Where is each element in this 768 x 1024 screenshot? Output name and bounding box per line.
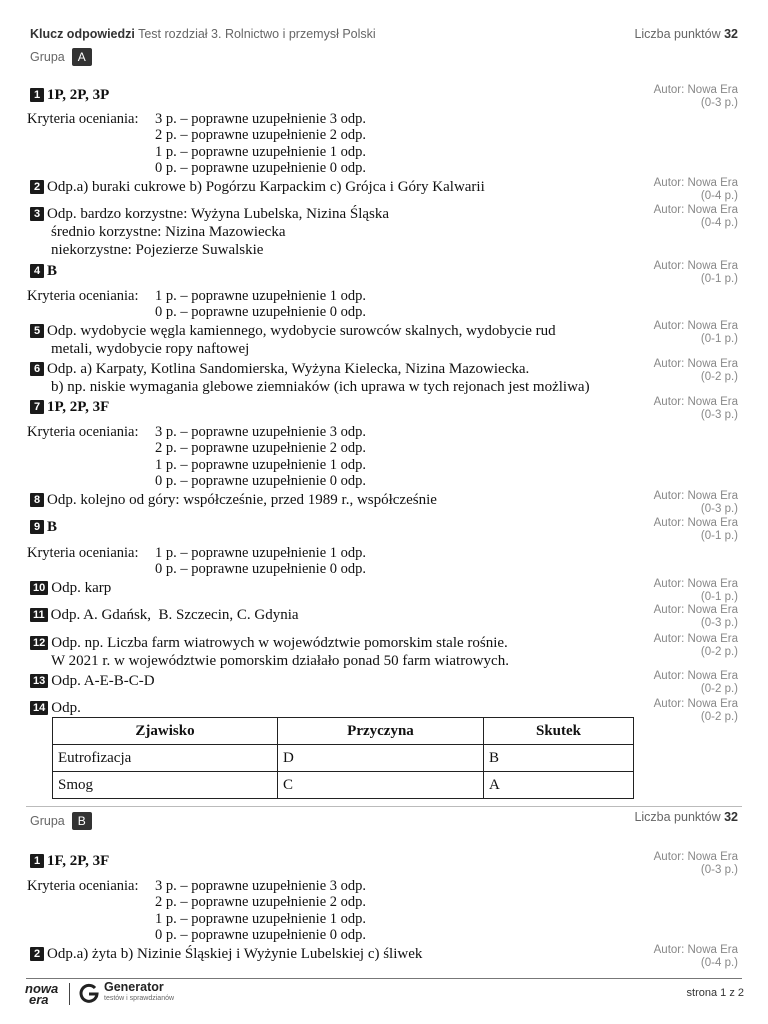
answer-line: b) np. niskie wymagania glebowe ziemniaków (ich uprawa w tych rejonach jest możliwa) bbox=[51, 379, 590, 395]
points-range: (0-1 p.) bbox=[700, 273, 738, 285]
question-number: 4 bbox=[30, 264, 44, 278]
table-cell: D bbox=[278, 745, 484, 772]
group-a-header bbox=[30, 48, 92, 66]
answer-text: B bbox=[47, 519, 58, 535]
author: Autor: Nowa Era bbox=[653, 204, 738, 216]
answer-line: Odp. np. Liczba farm wiatrowych w województwie pomorskim stale rośnie. bbox=[51, 635, 508, 651]
section-divider bbox=[26, 806, 742, 807]
points-value: 32 bbox=[724, 27, 738, 41]
author-info bbox=[654, 84, 738, 110]
question-5 bbox=[30, 322, 556, 358]
points-range: (0-3 p.) bbox=[700, 503, 738, 515]
answer-line: metali, wydobycie ropy naftowej bbox=[51, 341, 250, 357]
question-number: 6 bbox=[30, 362, 44, 376]
question-number: 2 bbox=[30, 180, 44, 194]
author-info bbox=[654, 633, 738, 659]
question-1 bbox=[30, 86, 109, 104]
table-header: Zjawisko bbox=[53, 718, 278, 745]
question-13 bbox=[30, 672, 155, 690]
criteria-label: Kryteria oceniania: bbox=[27, 111, 139, 127]
author: Autor: Nowa Era bbox=[653, 633, 738, 645]
criteria-block bbox=[27, 424, 527, 490]
answer-line: niekorzystne: Pojezierze Suwalskie bbox=[51, 242, 264, 258]
author-info bbox=[654, 670, 738, 696]
question-number: 7 bbox=[30, 400, 44, 414]
points-label: Liczba punktów bbox=[634, 810, 725, 824]
criteria-line: 3 p. – poprawne uzupełnienie 3 odp. bbox=[155, 424, 367, 440]
points-label: Liczba punktów bbox=[634, 27, 725, 41]
points-range: (0-2 p.) bbox=[700, 371, 738, 383]
author: Autor: Nowa Era bbox=[653, 604, 738, 616]
footer-divider bbox=[26, 978, 742, 979]
points-range: (0-3 p.) bbox=[700, 617, 738, 629]
table-row bbox=[53, 745, 634, 772]
points-total bbox=[634, 27, 738, 41]
logo-line: era bbox=[29, 992, 49, 1007]
author: Autor: Nowa Era bbox=[653, 851, 738, 863]
points-range: (0-3 p.) bbox=[700, 409, 738, 421]
criteria-line: 2 p. – poprawne uzupełnienie 2 odp. bbox=[155, 440, 367, 457]
author: Autor: Nowa Era bbox=[653, 698, 738, 710]
question-number: 1 bbox=[30, 88, 44, 102]
question-8 bbox=[30, 491, 437, 509]
answer-text: B bbox=[47, 263, 58, 279]
author-info bbox=[654, 260, 738, 286]
question-number: 5 bbox=[30, 324, 44, 338]
question-number: 11 bbox=[30, 608, 48, 622]
logo-separator bbox=[69, 983, 70, 1005]
answer-line: średnio korzystne: Nizina Mazowiecka bbox=[51, 224, 286, 240]
logo-line: nowa bbox=[25, 981, 59, 996]
group-badge: A bbox=[72, 48, 92, 66]
author: Autor: Nowa Era bbox=[653, 396, 738, 408]
question-4 bbox=[30, 262, 57, 280]
answer-text: 1P, 2P, 3P bbox=[47, 87, 110, 103]
author-info bbox=[654, 358, 738, 384]
criteria-line: 3 p. – poprawne uzupełnienie 3 odp. bbox=[155, 111, 367, 127]
criteria-line: 0 p. – poprawne uzupełnienie 0 odp. bbox=[155, 927, 367, 944]
points-range: (0-2 p.) bbox=[700, 683, 738, 695]
question-number: 10 bbox=[30, 581, 48, 595]
answer-text: Odp. bbox=[51, 700, 81, 716]
criteria-line: 3 p. – poprawne uzupełnienie 3 odp. bbox=[155, 878, 367, 894]
criteria-line: 1 p. – poprawne uzupełnienie 1 odp. bbox=[155, 545, 367, 561]
answer-table bbox=[52, 717, 634, 799]
criteria-label: Kryteria oceniania: bbox=[27, 288, 139, 304]
author: Autor: Nowa Era bbox=[653, 358, 738, 370]
generator-subtitle: testów i sprawdzianów bbox=[104, 995, 175, 1002]
question-10 bbox=[30, 579, 111, 597]
criteria-block bbox=[27, 111, 527, 177]
question-b1 bbox=[30, 852, 109, 870]
group-badge: B bbox=[72, 812, 92, 830]
criteria-line: 2 p. – poprawne uzupełnienie 2 odp. bbox=[155, 127, 367, 144]
table-header: Skutek bbox=[484, 718, 634, 745]
criteria-label: Kryteria oceniania: bbox=[27, 545, 139, 561]
author-info bbox=[654, 698, 738, 724]
group-label: Grupa bbox=[30, 814, 65, 828]
question-number: 9 bbox=[30, 520, 44, 534]
nowa-era-logo bbox=[25, 983, 58, 1005]
answer-text: Odp. A. Gdańsk, B. Szczecin, C. Gdynia bbox=[50, 607, 299, 623]
points-range: (0-2 p.) bbox=[700, 711, 738, 723]
author-info bbox=[654, 396, 738, 422]
answer-line: W 2021 r. w województwie pomorskim działało ponad 50 farm wiatrowych. bbox=[51, 653, 509, 669]
question-number: 1 bbox=[30, 854, 44, 868]
author-info bbox=[654, 604, 738, 630]
question-9 bbox=[30, 518, 57, 536]
criteria-line: 0 p. – poprawne uzupełnienie 0 odp. bbox=[155, 561, 367, 578]
answer-text: Odp. A-E-B-C-D bbox=[51, 673, 155, 689]
criteria-line: 1 p. – poprawne uzupełnienie 1 odp. bbox=[155, 288, 367, 304]
author: Autor: Nowa Era bbox=[653, 578, 738, 590]
criteria-block bbox=[27, 878, 527, 944]
table-cell: A bbox=[484, 772, 634, 799]
author: Autor: Nowa Era bbox=[653, 177, 738, 189]
author: Autor: Nowa Era bbox=[653, 490, 738, 502]
page-number: strona 1 z 2 bbox=[686, 987, 744, 999]
table-row bbox=[53, 772, 634, 799]
answer-text: Odp.a) żyta b) Nizinie Śląskiej i Wyżynie Lubelskiej c) śliwek bbox=[47, 946, 423, 962]
question-number: 2 bbox=[30, 947, 44, 961]
points-range: (0-1 p.) bbox=[700, 591, 738, 603]
points-range: (0-4 p.) bbox=[700, 217, 738, 229]
author-info bbox=[654, 177, 738, 203]
question-12 bbox=[30, 634, 509, 670]
points-range: (0-4 p.) bbox=[700, 190, 738, 202]
generator-g-icon bbox=[78, 982, 100, 1004]
generator-logo bbox=[78, 982, 174, 1004]
criteria-label: Kryteria oceniania: bbox=[27, 878, 139, 894]
title-bold: Klucz odpowiedzi bbox=[30, 27, 135, 41]
question-2 bbox=[30, 178, 485, 196]
question-11 bbox=[30, 606, 299, 624]
answer-line: Odp. wydobycie węgla kamiennego, wydobycie surowców skalnych, wydobycie rud bbox=[47, 323, 556, 339]
question-7 bbox=[30, 398, 109, 416]
author-info bbox=[654, 204, 738, 230]
answer-text: Odp. kolejno od góry: współcześnie, przed 1989 r., współcześnie bbox=[47, 492, 437, 508]
author: Autor: Nowa Era bbox=[653, 320, 738, 332]
criteria-line: 0 p. – poprawne uzupełnienie 0 odp. bbox=[155, 304, 367, 321]
author-info bbox=[654, 851, 738, 877]
author-info bbox=[654, 517, 738, 543]
document-title bbox=[30, 27, 376, 41]
criteria-line: 0 p. – poprawne uzupełnienie 0 odp. bbox=[155, 473, 367, 490]
answer-text: 1F, 2P, 3F bbox=[47, 853, 110, 869]
criteria-line: 1 p. – poprawne uzupełnienie 1 odp. bbox=[155, 910, 367, 927]
author: Autor: Nowa Era bbox=[653, 84, 738, 96]
criteria-line: 2 p. – poprawne uzupełnienie 2 odp. bbox=[155, 894, 367, 911]
points-range: (0-2 p.) bbox=[700, 646, 738, 658]
points-range: (0-4 p.) bbox=[700, 957, 738, 969]
table-cell: C bbox=[278, 772, 484, 799]
author: Autor: Nowa Era bbox=[653, 944, 738, 956]
author: Autor: Nowa Era bbox=[653, 517, 738, 529]
criteria-line: 1 p. – poprawne uzupełnienie 1 odp. bbox=[155, 456, 367, 473]
author-info bbox=[654, 578, 738, 604]
points-value: 32 bbox=[724, 810, 738, 824]
answer-line: Odp. bardzo korzystne: Wyżyna Lubelska, Nizina Śląska bbox=[47, 206, 390, 222]
question-6 bbox=[30, 360, 590, 396]
answer-line: Odp. a) Karpaty, Kotlina Sandomierska, Wyżyna Kielecka, Nizina Mazowiecka. bbox=[47, 361, 530, 377]
question-number: 12 bbox=[30, 636, 48, 650]
question-number: 3 bbox=[30, 207, 44, 221]
group-label: Grupa bbox=[30, 50, 65, 64]
question-number: 14 bbox=[30, 701, 48, 715]
criteria-line: 1 p. – poprawne uzupełnienie 1 odp. bbox=[155, 143, 367, 160]
criteria-label: Kryteria oceniania: bbox=[27, 424, 139, 440]
author: Autor: Nowa Era bbox=[653, 260, 738, 272]
points-range: (0-1 p.) bbox=[700, 333, 738, 345]
table-header: Przyczyna bbox=[278, 718, 484, 745]
table-header-row bbox=[53, 718, 634, 745]
question-b2 bbox=[30, 945, 422, 963]
question-number: 13 bbox=[30, 674, 48, 688]
group-b-header bbox=[30, 812, 92, 830]
author-info bbox=[654, 320, 738, 346]
question-3 bbox=[30, 205, 389, 259]
criteria-block bbox=[27, 288, 527, 321]
question-number: 8 bbox=[30, 493, 44, 507]
author-info bbox=[654, 944, 738, 970]
criteria-line: 0 p. – poprawne uzupełnienie 0 odp. bbox=[155, 160, 367, 177]
generator-title: Generator bbox=[104, 980, 164, 994]
question-14 bbox=[30, 699, 81, 717]
table-cell: Eutrofizacja bbox=[53, 745, 278, 772]
title-rest: Test rozdział 3. Rolnictwo i przemysł Polski bbox=[134, 27, 376, 41]
author-info bbox=[654, 490, 738, 516]
points-range: (0-3 p.) bbox=[700, 97, 738, 109]
table-cell: Smog bbox=[53, 772, 278, 799]
answer-text: Odp. karp bbox=[51, 580, 112, 596]
answer-text: 1P, 2P, 3F bbox=[47, 399, 110, 415]
criteria-block bbox=[27, 545, 527, 578]
points-total-b bbox=[634, 810, 738, 824]
table-cell: B bbox=[484, 745, 634, 772]
points-range: (0-1 p.) bbox=[700, 530, 738, 542]
answer-text: Odp.a) buraki cukrowe b) Pogórzu Karpackim c) Grójca i Góry Kalwarii bbox=[47, 179, 485, 195]
author: Autor: Nowa Era bbox=[653, 670, 738, 682]
points-range: (0-3 p.) bbox=[700, 864, 738, 876]
